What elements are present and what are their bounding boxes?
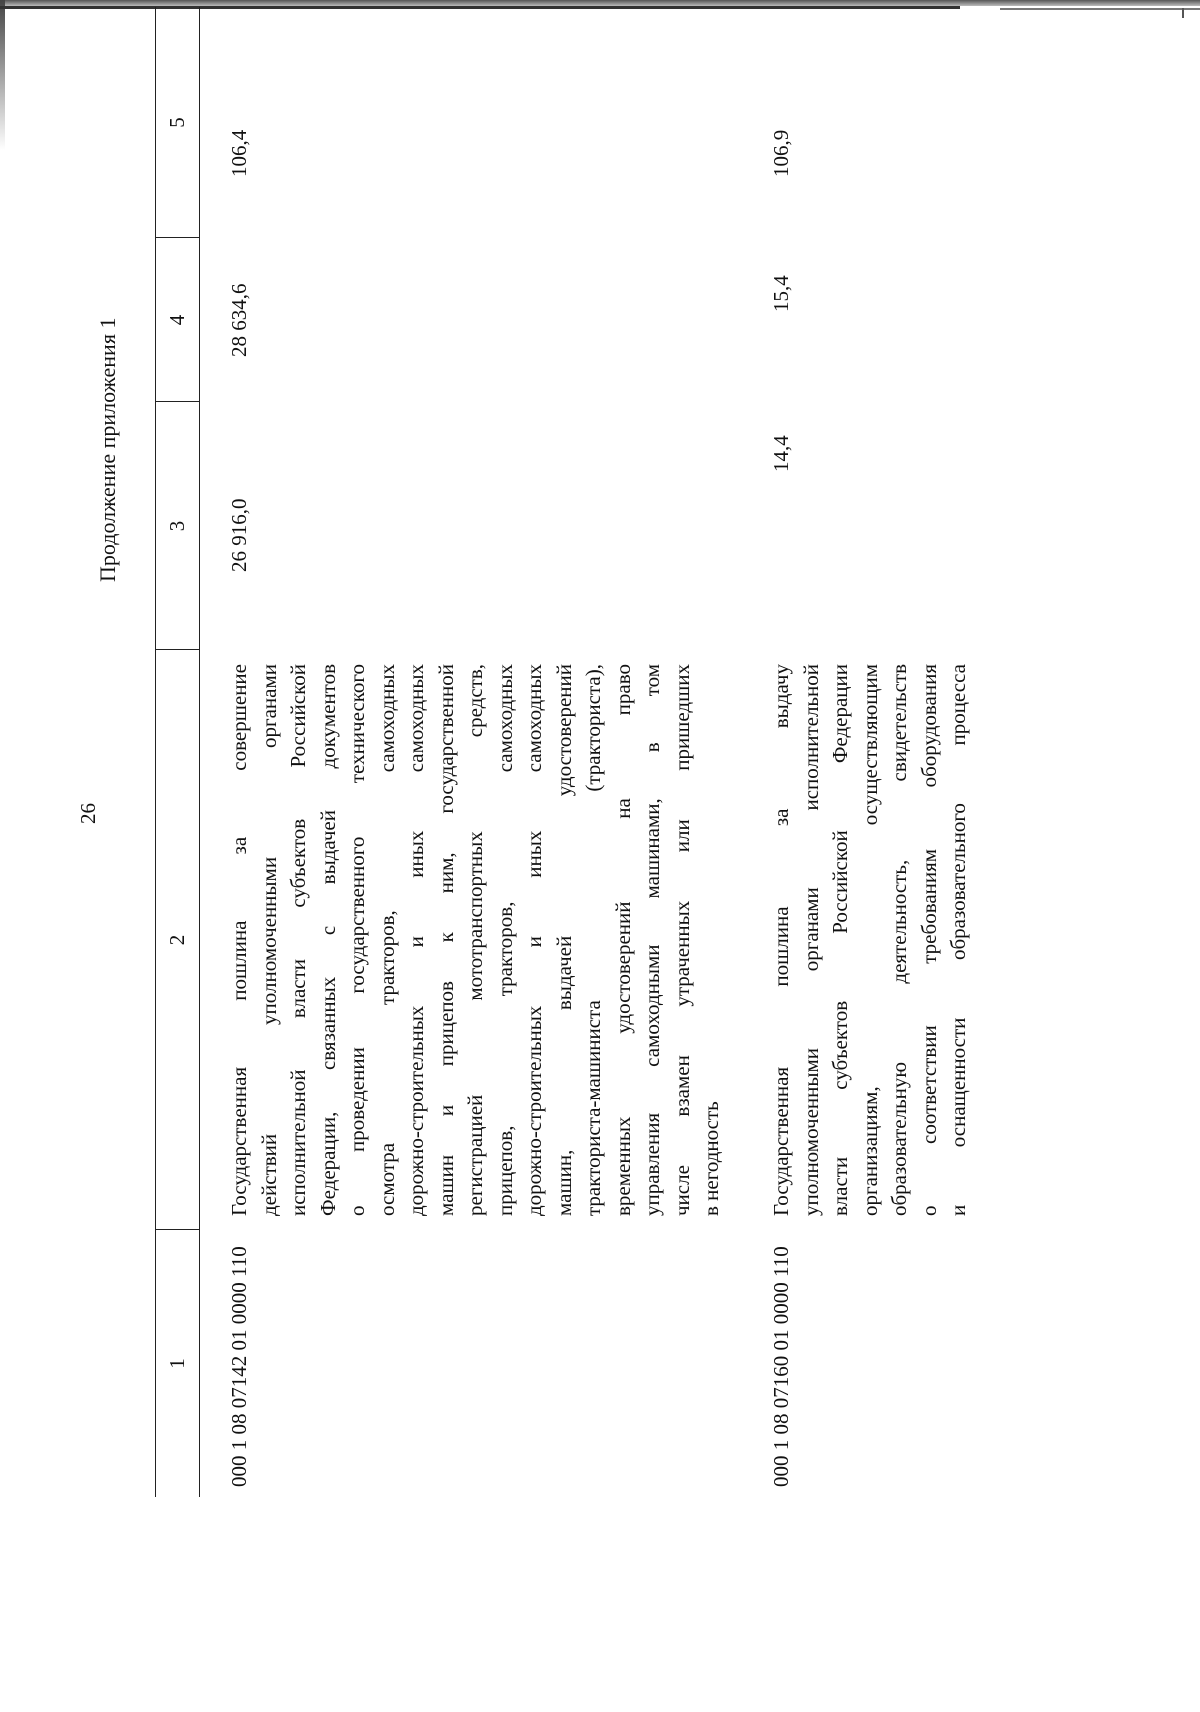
description-line: исполнительной власти субъектов Российской xyxy=(286,664,310,1216)
description xyxy=(767,664,974,1216)
description xyxy=(225,664,727,1216)
budget-table xyxy=(155,7,970,1497)
description-line: регистрацией мототранспортных средств, xyxy=(463,664,487,1216)
continuation-header: Продолжение приложения 1 xyxy=(95,317,120,582)
description-line: прицепов, тракторов, самоходных xyxy=(492,664,517,1216)
column-header-1: 1 xyxy=(164,1358,189,1369)
value-col3: 14,4 xyxy=(769,435,793,472)
description-line: машин, выдачей удостоверений xyxy=(551,664,576,1216)
description-line: о проведении государственного технического xyxy=(345,664,369,1216)
description-line: тракториста-машиниста (тракториста), xyxy=(581,664,605,1216)
description-line: Государственная пошлина за совершение xyxy=(227,664,251,1216)
description-line: и оснащенности образовательного процесса xyxy=(946,664,970,1216)
description-line: машин и прицепов к ним, государственной xyxy=(433,664,458,1216)
description-line: управления самоходными машинами, в том xyxy=(640,664,664,1216)
description-line: дорожно-строительных и иных самоходных xyxy=(522,664,546,1216)
table-header-row xyxy=(155,7,200,1497)
value-col3: 26 916,0 xyxy=(227,498,251,572)
description-line: дорожно-строительных и иных самоходных xyxy=(404,664,428,1216)
description-line: Государственная пошлина за выдачу xyxy=(769,664,793,1216)
budget-code: 000 1 08 07160 01 0000 110 xyxy=(769,1246,793,1487)
description-line: о соответствии требованиям оборудования xyxy=(916,664,941,1216)
description-line: временных удостоверений на право xyxy=(610,664,635,1216)
value-col4: 28 634,6 xyxy=(227,283,251,357)
description-line: организациям, осуществляющим xyxy=(857,664,882,1216)
description-line: уполномоченными органами исполнительной xyxy=(798,664,823,1216)
budget-code: 000 1 08 07142 01 0000 110 xyxy=(227,1246,251,1487)
page-number: 26 xyxy=(76,803,100,824)
description-line: числе взамен утраченных или пришедших xyxy=(669,664,694,1216)
column-header-4: 4 xyxy=(164,314,189,326)
column-header-5: 5 xyxy=(164,117,189,128)
value-col4: 15,4 xyxy=(769,275,793,312)
description-line: осмотра тракторов, самоходных xyxy=(374,664,399,1216)
column-header-3: 3 xyxy=(164,520,189,532)
description-line: власти субъектов Российской Федерации xyxy=(828,664,852,1216)
description-line: в негодность xyxy=(699,1101,723,1216)
description-line: действий уполномоченными органами xyxy=(256,664,281,1216)
description-line: Федерации, связанных с выдачей документов xyxy=(315,664,340,1216)
description-line: образовательную деятельность, свидетельств xyxy=(887,664,911,1216)
value-col5: 106,4 xyxy=(227,129,251,177)
value-col5: 106,9 xyxy=(769,129,793,177)
column-header-2: 2 xyxy=(164,934,189,946)
